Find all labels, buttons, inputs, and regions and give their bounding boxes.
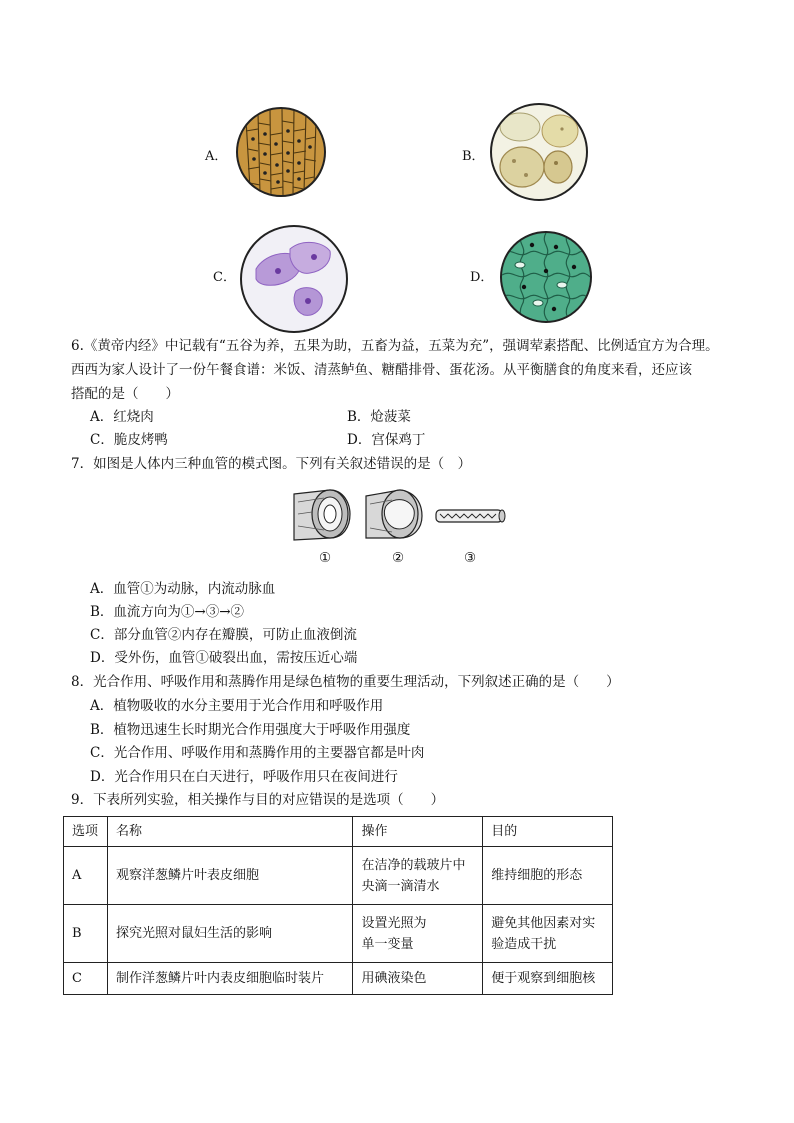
row-operation-line1: 设置光照为 [361, 915, 427, 931]
vessel-3-label: ③ [464, 550, 477, 566]
row-operation-line1: 在洁净的载玻片中 [361, 857, 466, 873]
cheek-cell-image [240, 225, 348, 333]
q8-stem: 8．光合作用、呼吸作用和蒸腾作用是绿色植物的重要生理活动，下列叙述正确的是（ ） [71, 674, 620, 690]
q6-option-c: C．脆皮烤鸭 [90, 432, 168, 448]
q6-option-d: D．宫保鸡丁 [347, 432, 426, 448]
header-name: 名称 [107, 817, 352, 847]
q9-stem: 9．下表所列实验，相关操作与目的对应错误的是选项（ ） [71, 792, 445, 808]
q6-stem-line2: 西西为家人设计了一份午餐食谱：米饭、清蒸鲈鱼、糖醋排骨、蛋花汤。从平衡膳食的角度来看，还应该 [71, 362, 692, 378]
q7-option-c: C．部分血管②内存在瓣膜，可防止血液倒流 [90, 627, 357, 643]
onion-epidermis-cell-image [236, 107, 326, 197]
row-purpose [483, 905, 613, 963]
table-header-row [64, 817, 613, 847]
vessel-1-label: ① [319, 550, 332, 566]
vessel-1-drawing [294, 490, 350, 540]
row-purpose-line1: 避免其他因素对实 [491, 915, 596, 931]
row-option: C [64, 963, 108, 995]
q8-option-d: D．光合作用只在白天进行，呼吸作用只在夜间进行 [90, 769, 398, 785]
q7-option-b: B．血流方向为①→③→② [90, 604, 245, 620]
q7-option-a: A．血管①为动脉，内流动脉血 [90, 581, 276, 597]
vessel-2-label: ② [392, 550, 405, 566]
experiment-table [63, 816, 613, 995]
q7-stem: 7．如图是人体内三种血管的模式图。下列有关叙述错误的是（ ） [71, 456, 472, 472]
row-purpose-line1: 便于观察到细胞核 [491, 971, 596, 986]
header-purpose: 目的 [483, 817, 613, 847]
row-name: 探究光照对鼠妇生活的影响 [107, 905, 352, 963]
header-operation: 操作 [353, 817, 483, 847]
row-purpose-line2: 验造成干扰 [491, 936, 557, 952]
row-option: B [64, 905, 108, 963]
vessel-2-drawing [366, 490, 422, 538]
row-option: A [64, 847, 108, 905]
cell-micrograph-b-image [490, 103, 588, 201]
q8-option-a: A．植物吸收的水分主要用于光合作用和呼吸作用 [90, 698, 384, 714]
blood-vessel-diagram [284, 482, 514, 542]
option-d-label: D． [470, 270, 494, 285]
row-name: 制作洋葱鳞片叶内表皮细胞临时装片 [107, 963, 352, 995]
q6-option-a: A．红烧肉 [90, 409, 154, 425]
table-row [64, 905, 613, 963]
q8-option-b: B．植物迅速生长时期光合作用强度大于呼吸作用强度 [90, 722, 411, 738]
q6-stem-line3: 搭配的是（ ） [71, 386, 179, 402]
table-row [64, 963, 613, 995]
row-name: 观察洋葱鳞片叶表皮细胞 [107, 847, 352, 905]
row-purpose [483, 847, 613, 905]
row-operation [353, 963, 483, 995]
vessel-3-drawing [436, 510, 505, 522]
q6-option-b: B．炝菠菜 [347, 409, 411, 425]
q7-option-d: D．受外伤，血管①破裂出血，需按压近心端 [90, 650, 358, 666]
q6-stem-line1: 6.《黄帝内经》中记载有“五谷为养，五果为助，五畜为益，五菜为充”，强调荤素搭配、比例适宜方为合理。 [71, 338, 719, 354]
option-c-label: C． [213, 270, 236, 285]
row-operation [353, 847, 483, 905]
row-operation-line2: 央滴一滴清水 [361, 878, 440, 894]
row-operation-line2: 单一变量 [361, 936, 414, 952]
row-operation [353, 905, 483, 963]
option-a-label: A． [205, 149, 228, 164]
row-purpose-line1: 维持细胞的形态 [491, 868, 583, 883]
row-purpose [483, 963, 613, 995]
leaf-epidermis-image [500, 231, 592, 323]
header-option: 选项 [64, 817, 108, 847]
option-b-label: B． [462, 149, 485, 164]
table-row [64, 847, 613, 905]
q8-option-c: C．光合作用、呼吸作用和蒸腾作用的主要器官都是叶肉 [90, 745, 425, 761]
row-operation-line1: 用碘液染色 [361, 971, 427, 986]
